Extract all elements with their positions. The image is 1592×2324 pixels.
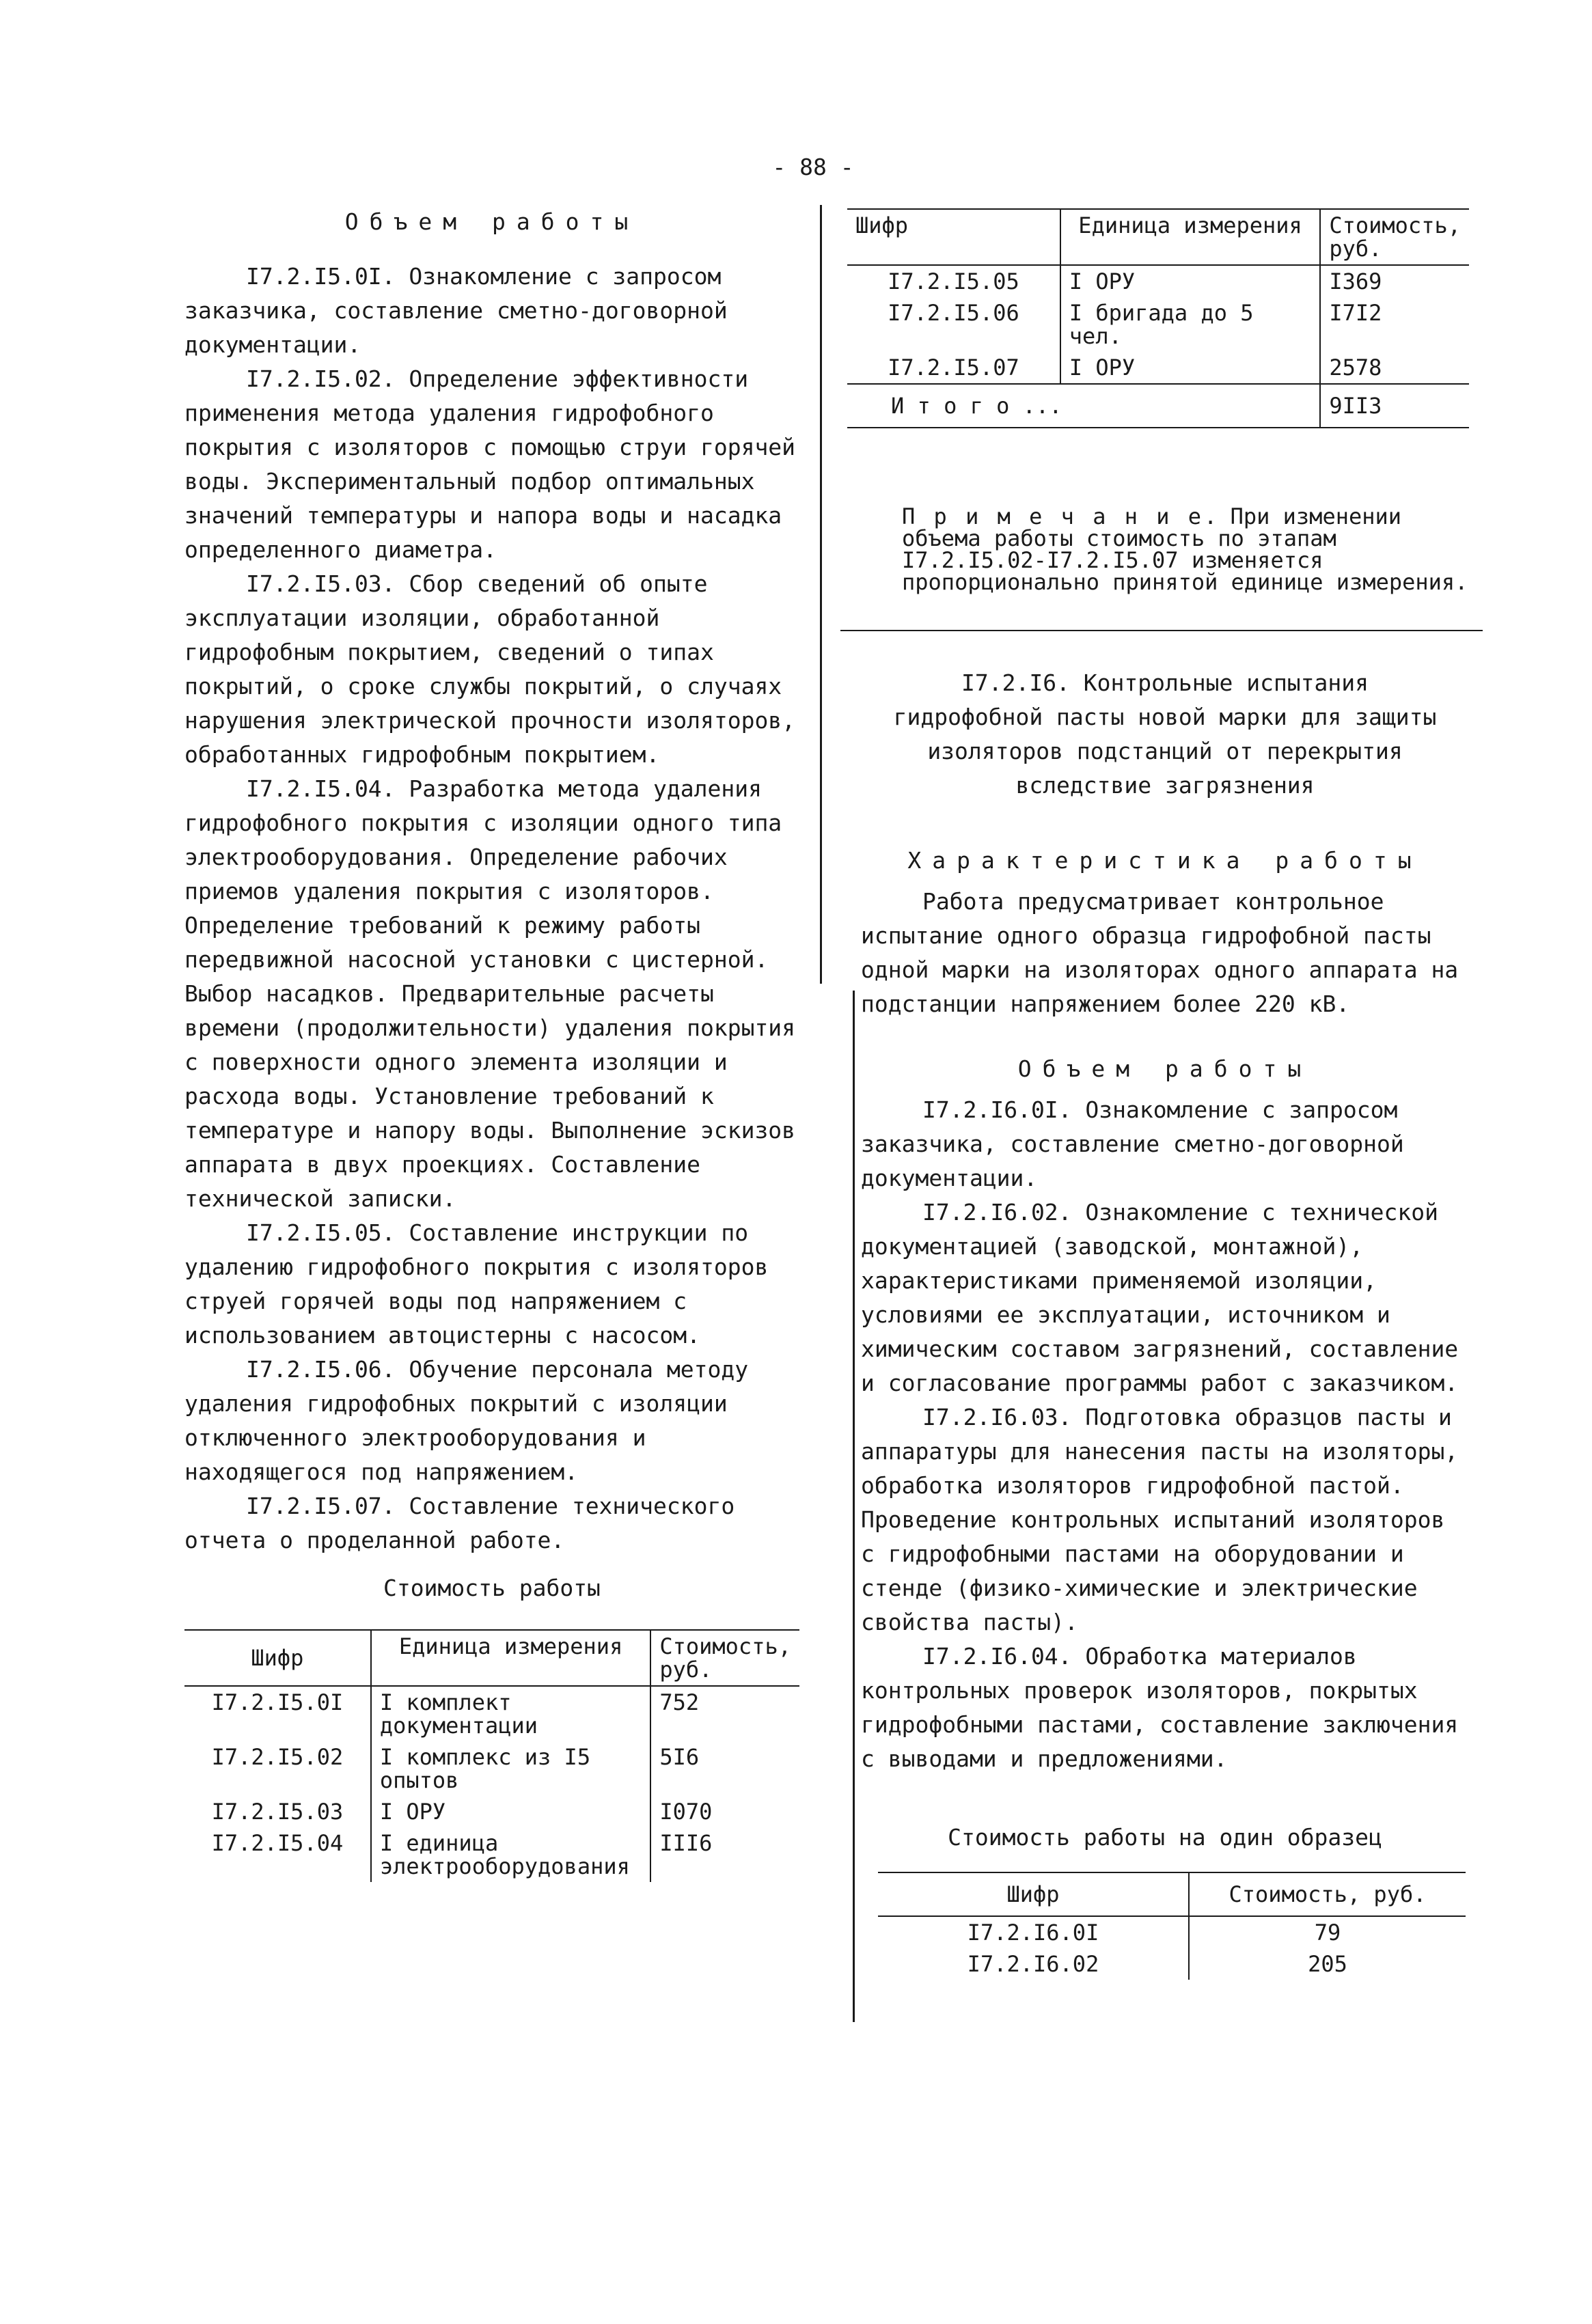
paragraph: I7.2.I6.0I. Ознакомление с запросом заказчика, составление сметно-договорной документации.: [861, 1096, 1404, 1191]
cell-code: I7.2.I5.07: [888, 355, 1019, 381]
table-row: [184, 1741, 799, 1796]
cell-cost: 5I6: [650, 1741, 799, 1796]
sample-cost-table: [878, 1872, 1466, 1980]
note-divider: [840, 630, 1483, 631]
cell-unit: I бригада до 5 чел.: [1060, 297, 1321, 352]
table-header-row: [878, 1872, 1466, 1916]
table-row: [184, 1796, 799, 1827]
cell-unit: I ОРУ: [1060, 265, 1321, 297]
cell-code: I7.2.I6.0I: [967, 1920, 1099, 1946]
cell-code: I7.2.I5.0I: [211, 1689, 344, 1715]
left-heading: Объем работы: [344, 208, 640, 235]
cell-cost: III6: [650, 1827, 799, 1882]
characteristic-text: Работа предусматривает контрольное испытание одного образца гидрофобной пасты одной марки на изоляторах одного аппарата на подстанции напряжением более 220 кВ.: [861, 888, 1459, 1017]
header-unit: Единица измерения: [1060, 209, 1321, 265]
header-cost: Стоимость, руб.: [1189, 1872, 1466, 1916]
section-title: I7.2.I6. Контрольные испытания гидрофобной пасты новой марки для защиты изоляторов подстанций от перекрытия вследствие загрязнения: [893, 669, 1437, 799]
header-cost: Стоимость, руб.: [1320, 209, 1469, 265]
cell-unit: I единица электрооборудования: [371, 1827, 651, 1882]
left-cost-table: [184, 1629, 799, 1882]
table-header-row: [847, 209, 1469, 265]
right-column: [861, 666, 1469, 1776]
table-header-row: [184, 1630, 799, 1686]
paragraph: I7.2.I6.04. Обработка материалов контрольных проверок изоляторов, покрытых гидрофобными пастами, составление заключения с выводами и предложениями.: [861, 1643, 1459, 1772]
paragraph: I7.2.I5.05. Составление инструкции по удалению гидрофобного покрытия с изоляторов струей горячей воды под напряжением с использованием автоцистерны с насосом.: [184, 1219, 769, 1348]
cell-cost: 79: [1189, 1916, 1466, 1948]
paragraph: I7.2.I5.06. Обучение персонала методу удаления гидрофобных покрытий с изоляции отключенного электрооборудования и находящегося под напряжением.: [184, 1356, 749, 1485]
note-text: . При изменении объема работы стоимость по этапам I7.2.I5.02-I7.2.I5.07 изменяется пропорционально принятой единице измерения.: [902, 503, 1468, 595]
header-code: Шифр: [1006, 1881, 1060, 1907]
left-cost-title: Стоимость работы: [383, 1575, 601, 1601]
paragraph: I7.2.I5.07. Составление технического отчета о проделанной работе.: [184, 1493, 735, 1553]
header-code: Шифр: [855, 212, 909, 238]
table-total-row: [847, 384, 1469, 428]
page-number: - 88 -: [772, 154, 854, 180]
table-row: [878, 1948, 1466, 1980]
table-row: [878, 1916, 1466, 1948]
table-row: [847, 265, 1469, 297]
paragraph: I7.2.I5.02. Определение эффективности применения метода удаления гидрофобного покрытия с изоляторов с помощью струи горячей воды. Экспериментальный подбор оптимальных значений температуры и напора воды и насадка определенного диаметра.: [184, 365, 796, 563]
header-unit: Единица измерения: [371, 1630, 651, 1686]
note-label: П р и м е ч а н и е: [902, 503, 1205, 529]
paragraph: I7.2.I5.0I. Ознакомление с запросом заказчика, составление сметно-договорной документации.: [184, 263, 728, 358]
paragraph: I7.2.I5.04. Разработка метода удаления гидрофобного покрытия с изоляции одного типа электрооборудования. Определение рабочих приемов удаления покрытия с изоляторов. Определение требований к режиму работы передвижной насосной установки с цистерной. Выбор насадков. Предварительные расчеты времени (продолжительности) удаления покрытия с поверхности одного элемента изоляции и расхода воды. Установление требований к температуре и напору воды. Выполнение эскизов аппарата в двух проекциях. Составление технической записки.: [184, 775, 796, 1212]
header-cost: Стоимость, руб.: [650, 1630, 799, 1686]
total-value: 9II3: [1320, 384, 1469, 428]
cell-cost: 752: [650, 1686, 799, 1741]
table-row: [184, 1827, 799, 1882]
cell-cost: I369: [1320, 265, 1469, 297]
right-heading: Объем работы: [1017, 1055, 1313, 1082]
column-divider-upper: [820, 205, 822, 984]
cell-unit: I ОРУ: [371, 1796, 651, 1827]
cell-cost: 2578: [1320, 352, 1469, 384]
cell-cost: I070: [650, 1796, 799, 1827]
table-row: [184, 1686, 799, 1741]
column-divider-lower: [853, 991, 855, 2022]
cell-cost: 205: [1189, 1948, 1466, 1980]
cell-code: I7.2.I6.02: [967, 1951, 1099, 1977]
cell-code: I7.2.I5.02: [211, 1744, 344, 1770]
note: [902, 503, 1469, 595]
paragraph: I7.2.I5.03. Сбор сведений об опыте эксплуатации изоляции, обработанной гидрофобным покрытием, сведений о типах покрытий, о сроке службы покрытий, о случаях нарушения электрической прочности изоляторов, обработанных гидрофобным покрытием.: [184, 570, 796, 768]
left-column: [184, 205, 799, 1558]
cell-code: I7.2.I5.05: [888, 268, 1019, 294]
cell-unit: I комплекс из I5 опытов: [371, 1741, 651, 1796]
table-row: [847, 352, 1469, 384]
table-row: [847, 297, 1469, 352]
header-code: Шифр: [251, 1645, 304, 1671]
cell-code: I7.2.I5.04: [211, 1830, 344, 1856]
paragraph: I7.2.I6.02. Ознакомление с технической документацией (заводской, монтажной), характеристиками применяемой изоляции, условиями ее эксплуатации, источником и химическим составом загрязнений, составление и согласование программы работ с заказчиком.: [861, 1199, 1459, 1396]
cell-unit: I ОРУ: [1060, 352, 1321, 384]
total-label: И т о г о ...: [891, 393, 1062, 419]
sample-cost-title: Стоимость работы на один образец: [948, 1824, 1382, 1851]
paragraph: I7.2.I6.03. Подготовка образцов пасты и аппаратуры для нанесения пасты на изоляторы, обработка изоляторов гидрофобной пастой. Проведение контрольных испытаний изоляторов с гидрофобными пастами на оборудовании и стенде (физико-химические и электрические свойства пасты).: [861, 1404, 1459, 1635]
cell-code: I7.2.I5.03: [211, 1799, 344, 1825]
characteristic-heading: Характеристика работы: [907, 847, 1423, 874]
cell-unit: I комплект документации: [371, 1686, 651, 1741]
cell-cost: I7I2: [1320, 297, 1469, 352]
right-cost-table: [847, 208, 1469, 428]
cell-code: I7.2.I5.06: [888, 300, 1019, 326]
